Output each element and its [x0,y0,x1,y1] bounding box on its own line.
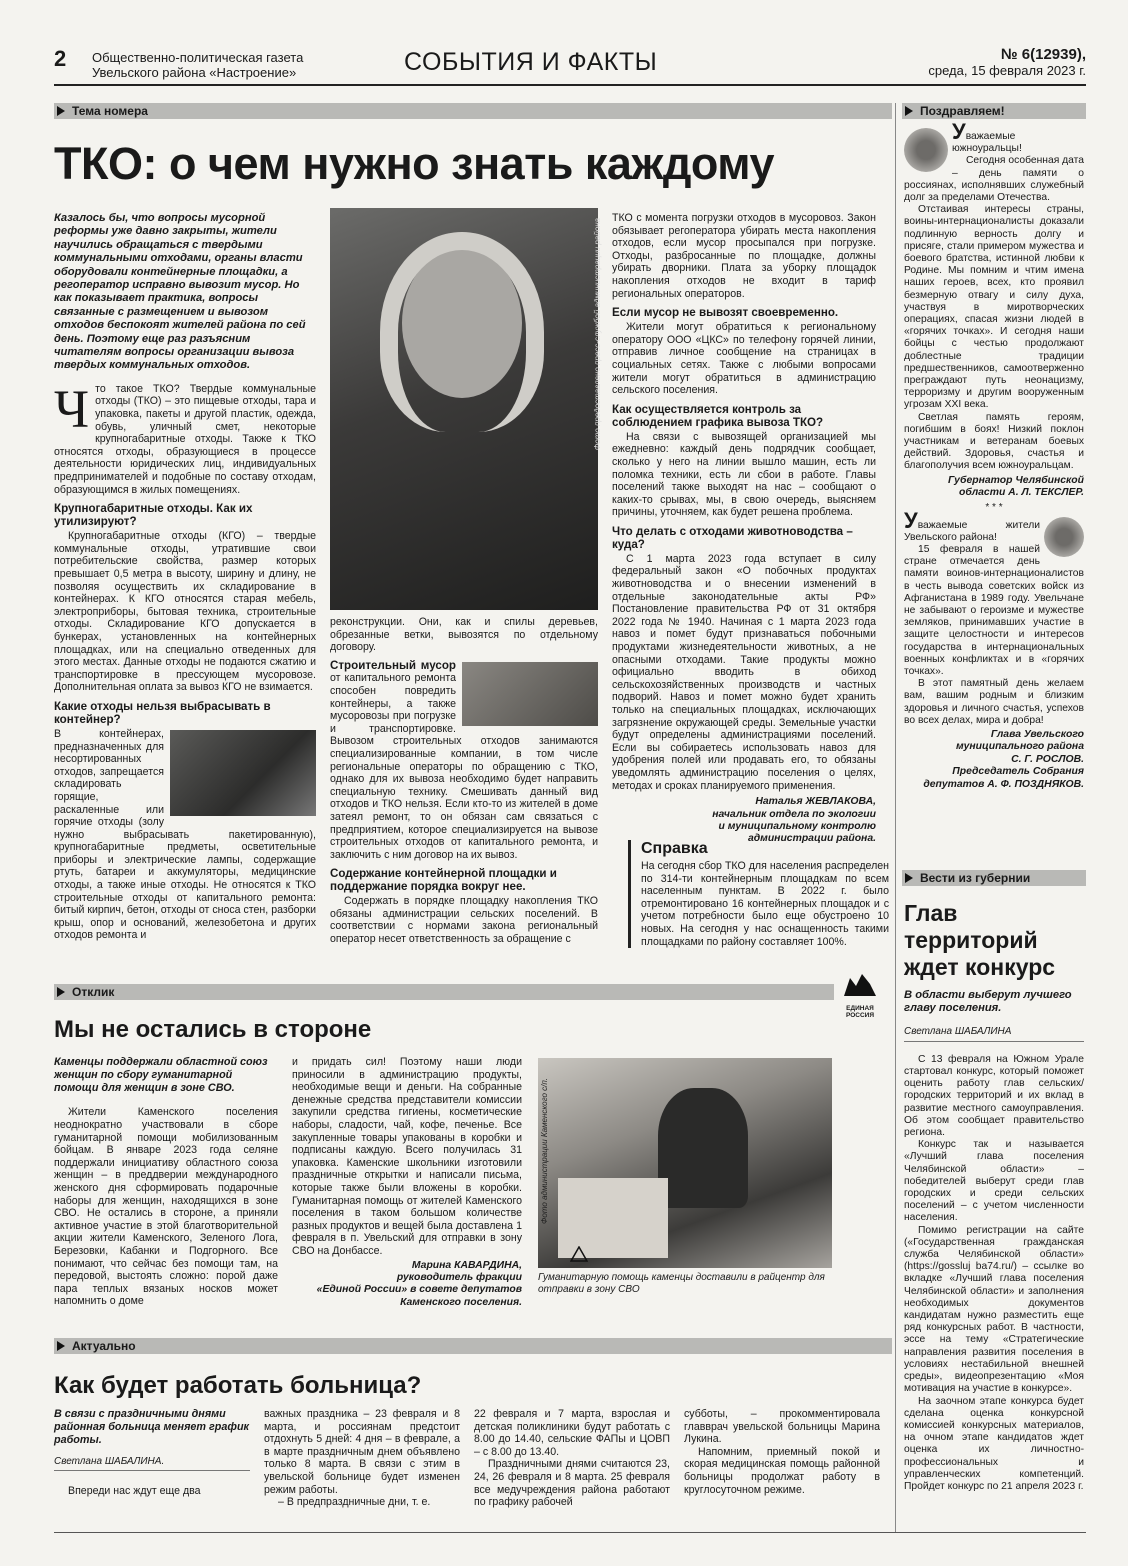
nelzya-block [54,728,316,942]
signature-line: «Единой России» в совете депутатов [316,1284,522,1296]
konkurs-headline: Глав территорий ждет конкурс [904,900,1056,980]
hospital-author: Светлана ШАБАЛИНА. [54,1456,250,1471]
svo-p2: и придать сил! Поэтому наши люди приносили в администрацию продукты, необходимые вещи и деньги. На собранные денежные средства представители комиссии закупили средства гигиены, косметические наборы, сладости, чай, кофе, печенье. Все закупленные товары упакованы в коробки и подписаны каждую. Всего получилась 31 упаковка. Каменские школьники изготовили праздничные открытки и написали письма, которые также были вложены в коробки. Гуманитарная помощь от жителей Каменского поселения в таком большом количестве разных продуктов и вещей была доставлена 1 февраля в п. Увельский для отправки в зону СВО на Донбассе. [292,1056,522,1257]
congrats-2 [904,507,1084,727]
construction-waste-photo [462,662,598,726]
signature-line: депутатов А. Ф. ПОЗДНЯКОВ. [923,778,1084,790]
dropcap: У [952,119,966,144]
congrats-1-p2: Отстаивая интересы страны, воины-интернационалисты доказали подлинную верность долгу и присяге, стали примером мужества и боевого братства, истинной любви к Родине. Мы помним и чтим имена наших героев, всех, кто проявил безмерную отвагу и силу духа, участвуя в миротворческих операциях, спасая жизни людей в «горячих точках». И сегодня наши бойцы с честью продолжают доблестные традиции предшественников, самоотверженно преграждают путь неонацизму, терроризму и другим вооруженным угрозам XXI века. [904,204,1084,411]
hospital-column-1 [54,1408,250,1498]
hospital-c2-text: важных праздника – 23 февраля и 8 марта, и россиянам предстоит отдохнуть 5 дней: 4 дня – в феврале, а в марте праздничным днем объявлено только 8 марта. В связи с этим в увельской больнице будет изменен режим работы. [264,1408,460,1496]
kontrol-text: На связи с вывозящей организацией мы ежедневно: каждый день подрядчик сообщает, сколько у него на линии вышло машин, есть ли поломка техники, есть ли сбои в работе. Главы поселений также выходят на нас – сообщают о каких-то срывах, мы, в свою очередь, выясняем причины, уточняем, как будет решена проблема. [612,430,876,519]
nelzya-text: В контейнерах, предназначенных для несортированных отходов, запрещается складировать горящие, раскаленные или горячие отходы (золу нужно выбрасывать пакетированную), крупногабаритные предметы, осветительные приборы и электрические лампы, содержащие ртуть, батареи и аккумуляторы, медицинские отходы, а также иные отходы. Не относятся к ТКО строительные отходы от капитального ремонта: битый кирпич, бетон, отходы от сноса стен, разборки крыш, опор и оснований, железобетона и других отходов ремонта и [54,727,316,942]
congrats-column [904,119,1084,791]
hospital-column-3 [474,1408,670,1509]
congrats-1-greeting: важаемые южноуральцы! [952,131,1022,155]
hospital-c1-text: Впереди нас ждут еще два [68,1485,201,1498]
konkurs-column [904,900,1084,1493]
tko-lead: Казалось бы, что вопросы мусорной реформы уже давно закрыты, жители научились обращаться с твердыми коммунальными отходами, органы власти оборудовали контейнерные площадки, а регоператор исправно вывозит мусор. Но как показывает практика, вопросы связанные с размещением и вывозом отходов беспокоят жителей района по сей день. Поэтому еще раз разъясним читателям вопросы организации вывоза твердых коммунальных отходов. [54,212,306,372]
signature-line: Наталья ЖЕВЛАКОВА, [755,796,876,808]
zhivot-text: С 1 марта 2023 года вступает в силу федеральный закон «О побочных продуктах животноводства и о внесении изменений в отдельные законодательные акты РФ» Постановление правительства РФ от 31 октября 2022 года № 1940. Начиная с 1 марта 2023 года навоз и помет будут признаваться побочными продуктами жизнедеятельности животных, а не опасными отходами. Такие продукты можно официально вводить в обиход сельскохозяйственных производств и частных подворий. Навоз и помет можно будет хранить только на специальных площадках, исключающих загрязнение окружающей среды. Земельные участки будут определены администрациями поселений. Если вы собираетесь использовать навоз для удобрения полей или продавать его, то обязаны уведомлять администрацию поселения о целях, методах и сроках планируемого применения. [612,552,876,792]
stars-divider: * * * [985,501,1003,513]
hospital-column-2 [264,1408,460,1509]
vertical-divider [895,103,896,1533]
aid-photo-caption: Гуманитарную помощь каменцы доставили в райцентр для отправки в зону СВО [538,1272,825,1295]
arrow-icon [57,106,65,116]
signature-line: администрации района. [747,833,876,845]
svo-headline: Мы не остались в стороне [54,1016,372,1043]
rubric-label: Актуально [72,1339,136,1353]
paper-name-line2: Увельского района «Настроение» [92,65,297,80]
signature-line: С. Г. РОСЛОВ. [1011,753,1084,765]
kgo-text: Крупногабаритные отходы (КГО) – твердые коммунальные отходы, утратившие свои потребительские свойства, размер которых превышает 0,5 метра в высоту, ширину и длину, не позволяя осуществить их складирование в контейнерах. К КГО относятся старая мебель, электроприборы, бытовая техника, строительные отходы. Складирование КГО допускается в бункерах, установленных на контейнерных площадках, или на специально отведенных для этого местах. Данные отходы не подаются сжатию и транспортировке в прессующем мусоровозе. Дополнительная оплата за вывоз КГО не взимается. [54,530,316,694]
kontrol-heading: Как осуществляется контроль за соблюдением графика вывоза ТКО? [612,402,824,429]
rubric-aktualno [54,1338,892,1354]
photo-credit: Фото предоставлено пресс-службой администрации района [593,218,602,451]
signature-line: области А. Л. ТЕКСЛЕР. [959,487,1084,499]
hospital-c4-text: субботы, – прокомментировала главврач увельской больницы Марина Лукина. [684,1408,880,1446]
hospital-c3b-text: Праздничными днями считаются 23, 24, 26 февраля и 8 марта. 25 февраля все медучреждения района работают по графику рабочей [474,1458,670,1509]
signature-line: Глава Увельского [990,728,1084,740]
konkurs-p2: Конкурс так и называется «Лучший глава поселения Челябинской области» – победителей выберут среди глав городских и среди сельских поселений – с учетом численности населения. [904,1139,1084,1224]
congrats-1-p3: Светлая память героям, погибшим в боях! Низкий поклон участникам и ветеранам боевых действий. Здоровья, счастья и благополучия всем южноуральцам. [904,411,1084,472]
dropcap: У [904,507,918,533]
stroy-block [330,660,598,862]
ne-vyvozyat-text: Жители могут обратиться к региональному оператору ООО «ЦКС» по телефону горячей линии, отправив личное сообщение на страницах в социальных сетях. Также с любыми вопросами жители могут обратиться в администрацию сельского поселения. [612,321,876,397]
rubric-label: Вести из губернии [920,871,1031,885]
waste-photo [170,730,316,816]
konkurs-author: Светлана ШАБАЛИНА [904,1026,1084,1042]
bear-icon [840,970,880,1000]
signature-line: начальник отдела по экологии [712,808,876,820]
signature-line: муниципального района [955,741,1084,753]
konkurs-body [904,1054,1084,1493]
section-title: СОБЫТИЯ И ФАКТЫ [404,48,658,76]
svo-column-2 [292,1056,522,1309]
issue-number: № 6(12939), [1000,46,1086,63]
signature-line: Губернатор Челябинской [948,474,1084,486]
congrats-1-signature [904,475,1084,500]
hospital-headline: Как будет работать больница? [54,1372,422,1399]
flowers-image [904,128,948,172]
paper-name [92,50,303,80]
ne-vyvozyat-heading: Если мусор не вывозят своевременно. [612,306,839,320]
portrait-hair [380,232,544,432]
arrow-icon [905,106,913,116]
signature-line: Председатель Собрания [952,766,1084,778]
rubric-vesti [902,870,1086,886]
signature-line: Каменского поселения. [400,1296,522,1308]
aid-photo-person [658,1088,748,1208]
triangle-icon [570,1246,588,1262]
paper-name-line1: Общественно-политическая газета [92,50,304,65]
signature-line: и муниципальному контролю [718,820,876,832]
arrow-icon [905,873,913,883]
dropcap: Ч [54,378,90,439]
nelzya-heading: Какие отходы нельзя выбрасывать в контейнер? [54,699,271,726]
konkurs-p3: Помимо регистрации на сайте («Государственная гражданская служба Челябинской области» (https://gossluj ba74.ru/) – ссылке во вкладке «Лучший глава поселения Челябинской области» и заполнения необходимых документов кандидатам нужно разместить еще ряд конкурсных работ. В частности, эссе на тему «Стратегические направления развития поселения в условиях нестабильной внешней среды», видеопрезентацию «Моя мотивация на участие в конкурсе». [904,1224,1084,1395]
svo-column-1 [54,1056,278,1308]
congrats-1-p1: Сегодня особенная дата – день памяти о россиянах, исполнявших служебный долг за пределами Отечества. [904,155,1084,204]
tko-signature [612,796,876,846]
party-logo [834,970,886,1019]
tko-column-2 [330,616,598,946]
tko-intro-text: то такое ТКО? Твердые коммунальные отходы (ТКО) – это пищевые отходы, тара и упаковка, пакеты и другой пластик, одежда, обувь, уличный смет, некоторые крупногабаритные отходы. Также к ТКО относятся отходы, образующиеся в процессе деятельности юридических лиц, индивидуальных предпринимателей и подобные по составу отходам, образующимся в жилых помещениях. [54,382,316,496]
soderzh-text: Содержать в порядке площадку накопления ТКО обязаны администрации сельских поселений. В соответствии с нормами закона региональный оператор несет ответственность за обращение с [330,895,598,946]
congrats-1 [904,119,1084,473]
page-number: 2 [54,46,67,71]
congrats-2-signature [904,729,1084,791]
aid-photo-credit: Фото администрации Каменского с/п. [540,1078,549,1224]
zhivot-heading: Что делать с отходами животноводства – куда? [612,524,853,551]
mid-text: реконструкции. Они, как и спилы деревьев, обрезанные ветки, вывозятся по отдельному договору. [330,616,598,654]
congrats-2-p2: В этот памятный день желаем вам, вашим родным и близким здоровья и личного счастья, успехов во всех делах, мира и добра! [904,678,1084,726]
hospital-c2b-text: – В предпраздничные дни, т. е. [278,1496,431,1509]
bottom-rule [54,1532,1086,1533]
tko-headline: ТКО: о чем нужно знать каждому [54,138,775,189]
congrats-2-p1: 15 февраля в нашей стране отмечается день памяти воинов-интернационалистов в честь вывода советских войск из Афганистана в 1989 году. Увельчане не забывают о героизме и мужестве земляков, принимавших участие в защите целостности и интересов государства в интернациональных военных конфликтах и в «горячих точках». [904,543,1084,677]
flowers-image-2 [1044,517,1084,557]
header-rule [54,84,1086,86]
konkurs-p1: С 13 февраля на Южном Урале стартовал конкурс, который поможет оценить работу глав сельских/городских территорий и их вклад в развитие местного самоуправления. Об этом сообщает правительство региона. [904,1053,1084,1139]
svo-p1: Жители Каменского поселения неоднократно участвовали в сборе гуманитарной помощи мобилизованным бойцам. В январе 2023 года селяне поддержали инициативу областного союза женщин – в преддверии международного женского дня сформировать подарочные наборы для женщин, находящихся в зоне СВО. Не остались в стороне, а приняли активное участие в этой благотворительной акции жители Каменского, Зеленого Лога, Березовки, Кабанки и Подгорного. Все понимают, что сейчас без помощи там, на передовой, выстоять сложно: порой даже пара теплых вязаных носков может напомнить о доме [54,1106,278,1308]
hospital-c4b-text: Напомним, приемный покой и скорая медицинская помощь районной больницы продолжат работу в круглосуточном режиме. [684,1445,880,1496]
col3-text: ТКО с момента погрузки отходов в мусоровоз. Закон обязывает регоператора убирать места накопления отходов, если мусор просыпался при погрузке. Отходы, разбросанные по площадке, должны убирать дворники. Плата за уборку площадок накопления отходов не входит в тариф региональных операторов. [612,212,876,300]
issue-info [880,46,1086,78]
spravka-heading: Справка [641,840,708,857]
congrats-2-greeting: важаемые жители Увельского района! [904,519,1040,543]
hospital-column-4 [684,1408,880,1496]
tko-column-3 [612,212,876,846]
hospital-c3-text: 22 февраля и 7 марта, взрослая и детская поликлиники будут работать с 8.00 до 14.40, сельские ФАПы и ЦОВП – с 8.00 до 13.40. [474,1408,670,1458]
tko-column-1 [54,212,316,942]
spravka-box [628,840,889,948]
stroy-text: от капитального ремонта способен повредить контейнеры, а также мусоровозы при погрузке и транспортировке. Вывозом строительных отходов занимаются специализированные компании, в том числе региональные операторы по обращению с ТКО, однако для их вывоза необходимо будет направить специальную технику. Смешивать данный вид отходов и ТКО нельзя. Если кто-то из жителей в доме затеял ремонт, то он обязан сам связаться с предприятием, которое специализируется на вывозе строительных отходов от капитального ремонта, и заключить с ним договор на их вывоз. [330,672,598,861]
rubric-pozdravlyaem [902,103,1086,119]
rubric-tema [54,103,892,119]
rubric-otklik [54,984,834,1000]
arrow-icon [57,1341,65,1351]
rubric-label: Отклик [72,985,115,999]
konkurs-lead: В области выберут лучшего главу поселения. [904,989,1072,1015]
rubric-label: Поздравляем! [920,104,1005,118]
hospital-c1 [54,1485,250,1498]
soderzh-heading: Содержание контейнерной площадки и поддержание порядка вокруг нее. [330,867,557,894]
hospital-lead: В связи с праздничными днями районная больница меняет график работы. [54,1408,250,1446]
signature-line: Марина КАВАРДИНА, [411,1259,522,1271]
svo-lead: Каменцы поддержали областной союз женщин по сбору гуманитарной помощи для женщин в зоне СВО. [54,1056,268,1094]
issue-date: среда, 15 февраля 2023 г. [928,63,1086,78]
tko-intro [54,378,316,496]
kgo-heading: Крупногабаритные отходы. Как их утилизируют? [54,502,253,529]
signature-line: руководитель фракции [396,1271,522,1283]
stroy-heading: Строительный мусор [330,658,456,672]
spravka-text: На сегодня сбор ТКО для населения распределен по 314-ти контейнерным площадкам по всем населенным пунктам. В 2022 г. было отремонтировано 16 контейнерных площадок и с учетом потребности было еще обустроено 10 новых. На сегодня у нас оснащенность такими площадками по району составляет 100%. [641,860,889,948]
konkurs-p4: На заочном этапе конкурса будет сделана оценка конкурсной комиссией конкурсных материалов, на очном этапе кандидатов ждет оценка их личностно-профессиональных и управленческих компетенций. Пройдет конкурс по 21 апреля 2023 г. [904,1395,1084,1492]
rubric-label: Тема номера [72,104,148,118]
party-logo-text: ЕДИНАЯ РОССИЯ [845,1005,875,1019]
portrait-photo [330,208,602,610]
aid-photo [538,1058,832,1268]
svo-signature [292,1260,522,1310]
arrow-icon [57,987,65,997]
